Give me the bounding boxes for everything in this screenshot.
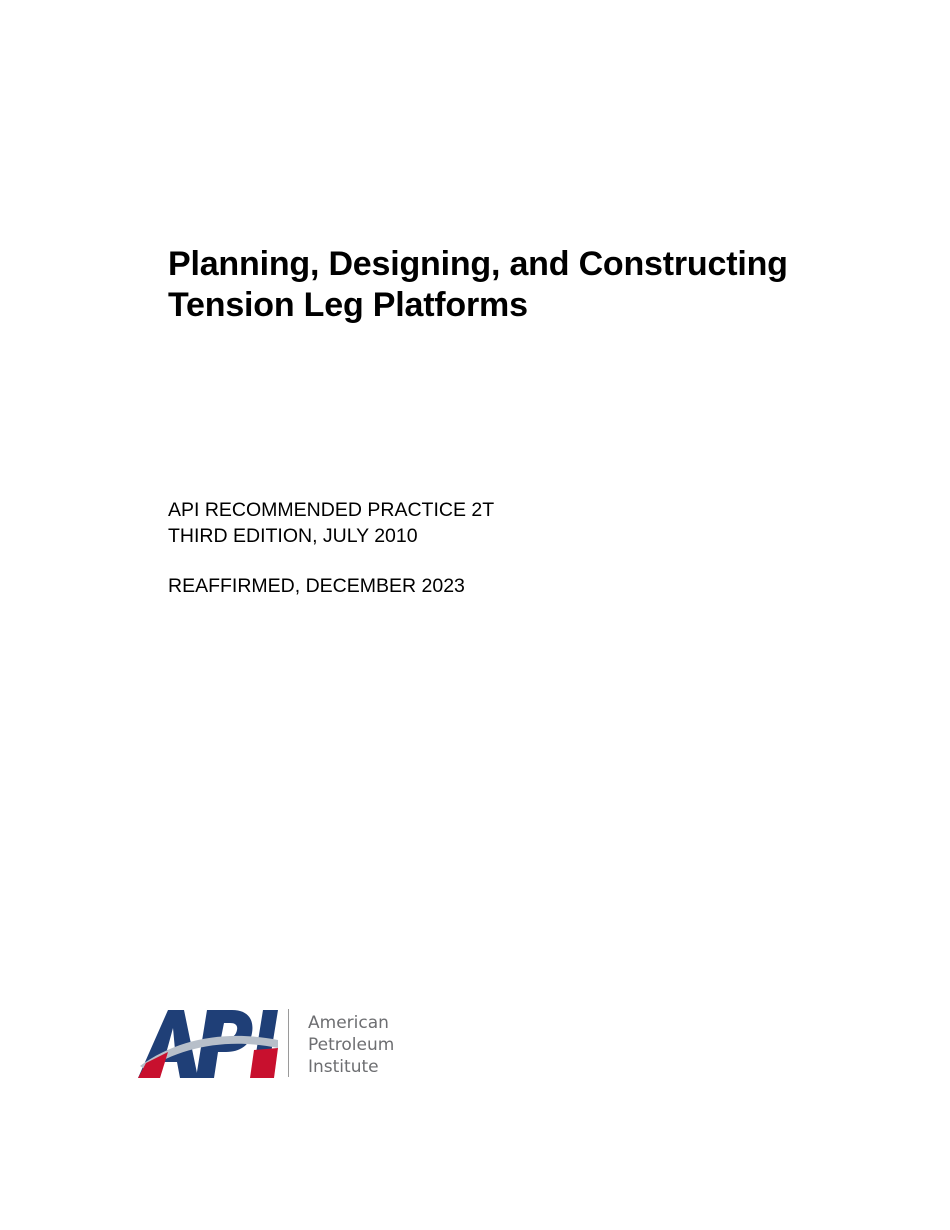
document-title-line-1: Planning, Designing, and Constructing bbox=[168, 245, 788, 283]
api-logo-mark bbox=[138, 1008, 278, 1080]
reaffirmed-date: REAFFIRMED, DECEMBER 2023 bbox=[168, 575, 465, 597]
api-logo bbox=[138, 1008, 418, 1082]
document-title-line-2: Tension Leg Platforms bbox=[168, 286, 528, 324]
api-logo-name bbox=[308, 1012, 394, 1078]
logo-name-line-3: Institute bbox=[308, 1057, 379, 1077]
document-title bbox=[168, 244, 888, 326]
logo-divider bbox=[288, 1009, 289, 1077]
document-designation: API RECOMMENDED PRACTICE 2T bbox=[168, 499, 495, 521]
document-edition: THIRD EDITION, JULY 2010 bbox=[168, 525, 418, 547]
logo-name-line-2: Petroleum bbox=[308, 1035, 395, 1055]
logo-name-line-1: American bbox=[308, 1013, 389, 1033]
document-info bbox=[168, 497, 494, 599]
